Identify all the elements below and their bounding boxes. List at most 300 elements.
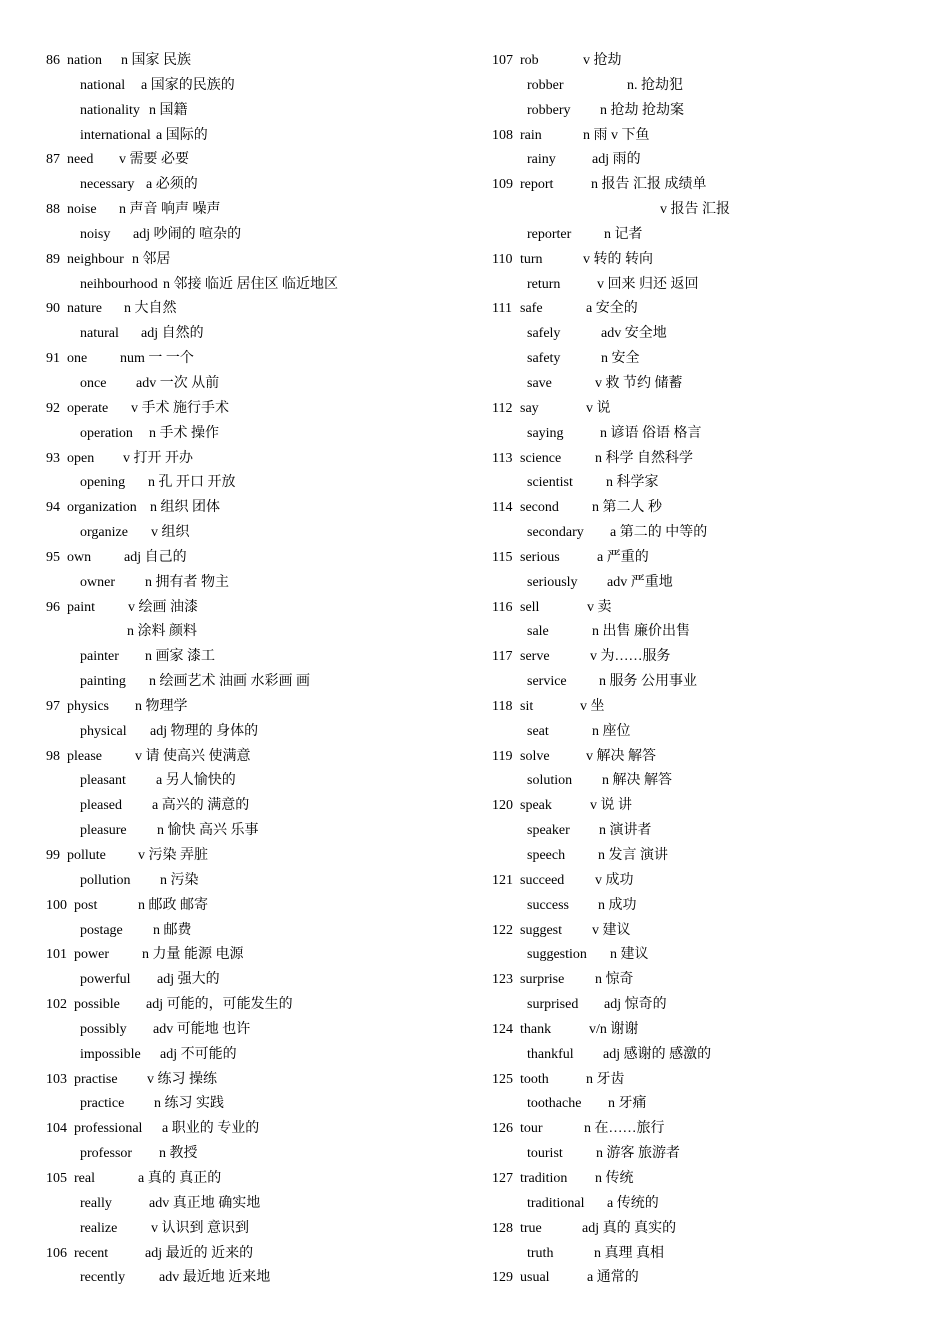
definition: adj 最近的 近来的	[145, 1245, 254, 1261]
definition: n 座位	[592, 723, 631, 739]
derived-word: seat	[527, 723, 549, 739]
right-vocabulary-column	[492, 49, 922, 1291]
entry-number: 124	[492, 1021, 513, 1037]
left_column-entry	[46, 49, 466, 74]
derived-word: robber	[527, 77, 564, 93]
definition: n 愉快 高兴 乐事	[157, 823, 259, 839]
headword: solve	[520, 748, 550, 764]
definition: n 手术 操作	[149, 425, 219, 441]
left-vocabulary-column	[46, 49, 466, 1291]
headword: sell	[520, 599, 540, 615]
entry-number: 113	[492, 450, 513, 466]
definition: n 国籍	[149, 102, 188, 118]
right_column-entry	[492, 571, 922, 596]
derived-word: opening	[80, 475, 126, 491]
headword: succeed	[520, 872, 565, 888]
left_column-entry	[46, 273, 466, 298]
entry-number: 118	[492, 698, 513, 714]
definition: n 污染	[160, 872, 199, 888]
entry-number: 119	[492, 748, 513, 764]
entry-number: 122	[492, 922, 513, 938]
right_column-entry	[492, 1043, 922, 1068]
derived-word: impossible	[80, 1046, 141, 1062]
left_column-entry	[46, 894, 466, 919]
entry-number: 120	[492, 798, 513, 814]
entry-number: 102	[46, 997, 67, 1013]
entry-number: 91	[46, 351, 60, 367]
headword: tradition	[520, 1170, 568, 1186]
definition: n 安全	[601, 351, 640, 367]
definition: n 成功	[598, 897, 637, 913]
definition: n 谚语 俗语 格言	[600, 425, 702, 441]
definition: v 抢劫	[583, 53, 622, 68]
entry-number: 96	[46, 599, 60, 615]
headword: tooth	[520, 1071, 549, 1087]
headword: rain	[520, 127, 542, 143]
derived-word: natural	[80, 326, 119, 342]
headword: post	[74, 897, 98, 913]
right_column-entry	[492, 124, 922, 149]
right_column-entry	[492, 74, 922, 99]
left_column-entry	[46, 1117, 466, 1142]
headword: operate	[67, 400, 109, 416]
entry-number: 115	[492, 549, 513, 565]
right_column-entry	[492, 620, 922, 645]
definition: adj 可能的，可能发生的	[146, 997, 293, 1013]
derived-word: noisy	[80, 226, 111, 242]
entry-number: 99	[46, 848, 60, 863]
entry-number: 97	[46, 698, 60, 714]
left_column-entry	[46, 745, 466, 770]
derived-word: solution	[527, 773, 573, 789]
headword: sit	[520, 698, 534, 714]
entry-number: 125	[492, 1071, 513, 1087]
left_column-entry	[46, 1266, 466, 1291]
headword: say	[520, 400, 539, 416]
right_column-entry	[492, 223, 922, 248]
definition: v 回来 归还 返回	[597, 276, 699, 292]
derived-word: really	[80, 1195, 112, 1211]
definition: n 物理学	[135, 698, 188, 714]
derived-word: thankful	[527, 1046, 574, 1062]
left_column-entry	[46, 571, 466, 596]
entry-number: 106	[46, 1245, 67, 1261]
definition: n 在……旅行	[584, 1121, 665, 1137]
definition: n 教授	[159, 1146, 198, 1162]
left_column-entry	[46, 645, 466, 670]
right_column-entry	[492, 1117, 922, 1142]
entry-number: 114	[492, 500, 513, 516]
right_column-entry	[492, 99, 922, 124]
right_column-entry	[492, 173, 922, 198]
entry-number: 117	[492, 649, 513, 665]
right_column-entry	[492, 1266, 922, 1291]
headword: real	[74, 1170, 95, 1186]
right_column-entry	[492, 1092, 922, 1117]
left_column-entry	[46, 297, 466, 322]
definition: n 牙痛	[608, 1096, 647, 1112]
derived-word: postage	[80, 922, 123, 938]
headword: nature	[67, 301, 102, 317]
derived-word: traditional	[527, 1195, 585, 1211]
headword: turn	[520, 251, 543, 267]
definition: n 邻居	[132, 251, 171, 267]
entry-number: 92	[46, 400, 60, 416]
definition: v 救 节约 储蓄	[595, 375, 683, 391]
definition: adv 最近地 近来地	[159, 1270, 271, 1286]
headword: true	[520, 1220, 542, 1236]
entry-number: 127	[492, 1170, 513, 1186]
derived-word: save	[527, 375, 552, 391]
entry-number: 93	[46, 450, 60, 466]
headword: please	[67, 748, 102, 764]
definition: n 力量 能源 电源	[142, 947, 244, 963]
definition: a 第二的 中等的	[610, 525, 708, 541]
definition: adv 安全地	[601, 326, 667, 342]
left_column-entry	[46, 372, 466, 397]
definition: n 发言 演讲	[598, 848, 668, 863]
left_column-entry	[46, 99, 466, 124]
right_column-entry	[492, 919, 922, 944]
definition: v 转的 转向	[583, 251, 653, 267]
left_column-entry	[46, 223, 466, 248]
derived-word: service	[527, 674, 567, 690]
right_column-entry	[492, 993, 922, 1018]
right_column-entry	[492, 794, 922, 819]
definition: n 邮政 邮寄	[138, 897, 208, 913]
entry-number: 116	[492, 599, 513, 615]
entry-number: 104	[46, 1121, 67, 1137]
right_column-entry	[492, 49, 922, 74]
definition: v 请 使高兴 使满意	[135, 748, 251, 764]
left_column-entry	[46, 1018, 466, 1043]
derived-word: recently	[80, 1270, 126, 1286]
derived-word: surprised	[527, 997, 579, 1013]
definition: n 科学 自然科学	[595, 450, 693, 466]
definition: a 国家的民族的	[141, 77, 235, 93]
definition: n 记者	[604, 226, 643, 242]
entry-number: 128	[492, 1220, 513, 1236]
definition: adv 真正地 确实地	[149, 1195, 261, 1211]
derived-word: owner	[80, 574, 115, 590]
derived-word: suggestion	[527, 947, 587, 963]
headword: rob	[520, 53, 539, 68]
definition: v 成功	[595, 872, 634, 888]
entry-number: 89	[46, 251, 60, 267]
right_column-entry	[492, 273, 922, 298]
headword: physics	[67, 698, 109, 714]
derived-word: return	[527, 276, 561, 292]
headword: serious	[520, 549, 560, 565]
derived-word: practice	[80, 1096, 125, 1112]
right_column-entry	[492, 1192, 922, 1217]
right_column-entry	[492, 422, 922, 447]
left_column-entry	[46, 968, 466, 993]
right_column-entry	[492, 869, 922, 894]
definition: v 报告 汇报	[660, 202, 730, 218]
headword: nation	[67, 53, 102, 68]
derived-word: pleased	[80, 798, 122, 814]
entry-number: 103	[46, 1071, 67, 1087]
definition: n 声音 响声 噪声	[119, 202, 221, 218]
entry-number: 90	[46, 301, 60, 317]
right_column-entry	[492, 1068, 922, 1093]
definition: num 一 一个	[120, 351, 194, 367]
definition: n 惊奇	[595, 972, 634, 988]
entry-number: 98	[46, 748, 60, 764]
definition: v 手术 施行手术	[131, 400, 229, 416]
derived-word: success	[527, 897, 569, 913]
left_column-entry	[46, 124, 466, 149]
definition: adj 强大的	[157, 972, 220, 988]
derived-word: painting	[80, 674, 126, 690]
left_column-entry	[46, 844, 466, 869]
definition: n 练习 实践	[154, 1096, 224, 1112]
definition: n 邻接 临近 居住区 临近地区	[163, 276, 338, 292]
definition: adj 物理的 身体的	[150, 723, 259, 739]
right_column-entry	[492, 1142, 922, 1167]
derived-word: pleasure	[80, 823, 127, 839]
derived-word: scientist	[527, 475, 573, 491]
definition: a 传统的	[607, 1195, 659, 1211]
definition: v 污染 弄脏	[138, 848, 208, 863]
right_column-entry	[492, 645, 922, 670]
derived-word: reporter	[527, 226, 572, 242]
definition: a 另人愉快的	[156, 773, 236, 789]
headword: neighbour	[67, 251, 124, 267]
left_column-entry	[46, 471, 466, 496]
definition: v 解决 解答	[586, 748, 656, 764]
entry-number: 101	[46, 947, 67, 963]
definition: n 抢劫 抢劫案	[600, 102, 684, 118]
left_column-entry	[46, 943, 466, 968]
entry-number: 126	[492, 1121, 513, 1137]
right_column-entry	[492, 322, 922, 347]
definition: n 画家 漆工	[145, 649, 215, 665]
derived-word: safely	[527, 326, 561, 342]
derived-word: rainy	[527, 152, 556, 168]
right_column-entry	[492, 521, 922, 546]
derived-word: nationality	[80, 102, 140, 118]
right_column-entry	[492, 894, 922, 919]
right_column-entry	[492, 844, 922, 869]
right_column-entry	[492, 372, 922, 397]
right_column-entry	[492, 148, 922, 173]
derived-word: secondary	[527, 525, 584, 541]
definition: n 游客 旅游者	[596, 1146, 680, 1162]
definition: adv 可能地 也许	[153, 1021, 251, 1037]
entry-number: 95	[46, 549, 60, 565]
left_column-entry	[46, 74, 466, 99]
definition: adj 吵闹的 喧杂的	[133, 226, 242, 242]
definition: v/n 谢谢	[589, 1021, 639, 1037]
derived-word: physical	[80, 723, 127, 739]
derived-word: toothache	[527, 1096, 582, 1112]
left_column-entry	[46, 1092, 466, 1117]
definition: n 拥有者 物主	[145, 574, 229, 590]
definition: adj 自然的	[141, 326, 204, 342]
derived-word: professor	[80, 1146, 133, 1162]
definition: n 邮费	[153, 922, 192, 938]
definition: v 绘画 油漆	[128, 599, 198, 615]
derived-word: possibly	[80, 1021, 127, 1037]
derived-word: painter	[80, 649, 119, 665]
derived-word: sale	[527, 624, 549, 640]
derived-word: international	[80, 127, 151, 143]
definition: adj 不可能的	[160, 1046, 237, 1062]
right_column-entry	[492, 248, 922, 273]
headword: surprise	[520, 972, 565, 988]
definition: v 练习 操练	[147, 1071, 217, 1087]
entry-number: 121	[492, 872, 513, 888]
left_column-entry	[46, 447, 466, 472]
left_column-entry	[46, 1142, 466, 1167]
right_column-entry	[492, 769, 922, 794]
headword: safe	[520, 301, 543, 317]
left_column-entry	[46, 173, 466, 198]
definition: adj 自己的	[124, 549, 187, 565]
left_column-entry	[46, 1192, 466, 1217]
left_column-entry	[46, 521, 466, 546]
headword: tour	[520, 1121, 543, 1137]
definition: a 必须的	[146, 177, 198, 193]
right_column-entry	[492, 943, 922, 968]
entry-number: 129	[492, 1270, 513, 1286]
definition: n 雨 v 下鱼	[583, 127, 650, 143]
entry-number: 111	[492, 301, 512, 317]
definition: adj 雨的	[592, 152, 641, 168]
right_column-entry	[492, 471, 922, 496]
definition: a 严重的	[597, 549, 649, 565]
definition: n 解决 解答	[602, 773, 672, 789]
left_column-entry	[46, 1242, 466, 1267]
definition: adv 一次 从前	[136, 375, 220, 391]
definition: a 安全的	[586, 301, 638, 317]
entry-number: 86	[46, 53, 60, 68]
derived-word: safety	[527, 351, 561, 367]
headword: recent	[74, 1245, 109, 1261]
derived-word: seriously	[527, 574, 578, 590]
left_column-entry	[46, 794, 466, 819]
headword: one	[67, 351, 88, 367]
left_column-entry	[46, 670, 466, 695]
left_column-entry	[46, 1167, 466, 1192]
derived-word: necessary	[80, 177, 135, 193]
entry-number: 109	[492, 177, 513, 193]
derived-word: powerful	[80, 972, 131, 988]
entry-number: 94	[46, 500, 60, 516]
left_column-entry	[46, 819, 466, 844]
definition: a 国际的	[156, 127, 208, 143]
right_column-entry	[492, 720, 922, 745]
definition: n 演讲者	[599, 823, 652, 839]
entry-number: 123	[492, 972, 513, 988]
definition: n 建议	[610, 947, 649, 963]
entry-number: 112	[492, 400, 513, 416]
right_column-entry	[492, 745, 922, 770]
headword: serve	[520, 649, 550, 665]
entry-number: 105	[46, 1170, 67, 1186]
definition: n 第二人 秒	[592, 500, 662, 516]
headword: speak	[520, 798, 552, 814]
definition: v 说 讲	[590, 798, 632, 814]
headword: need	[67, 152, 94, 168]
definition: v 建议	[592, 922, 631, 938]
definition: a 职业的 专业的	[162, 1121, 260, 1137]
definition: n 绘画艺术 油画 水彩画 画	[149, 674, 310, 690]
left_column-entry	[46, 347, 466, 372]
headword: paint	[67, 599, 95, 615]
definition: n 服务 公用事业	[599, 674, 697, 690]
headword: report	[520, 177, 554, 193]
right_column-entry	[492, 1217, 922, 1242]
derived-word: robbery	[527, 102, 571, 118]
right_column-entry	[492, 695, 922, 720]
left_column-entry	[46, 148, 466, 173]
definition: a 真的 真正的	[138, 1170, 222, 1186]
entry-number: 100	[46, 897, 67, 913]
entry-number: 87	[46, 152, 60, 168]
left_column-entry	[46, 248, 466, 273]
headword: suggest	[520, 922, 562, 938]
definition: adj 真的 真实的	[582, 1220, 677, 1236]
definition: v 坐	[580, 698, 605, 714]
right_column-entry	[492, 596, 922, 621]
derived-word: operation	[80, 425, 133, 441]
left_column-entry	[46, 1043, 466, 1068]
headword: practise	[74, 1071, 118, 1087]
right_column-entry	[492, 546, 922, 571]
headword: organization	[67, 500, 137, 516]
headword: thank	[520, 1021, 552, 1037]
headword: pollute	[67, 848, 106, 863]
definition: n 科学家	[606, 475, 659, 491]
headword: second	[520, 500, 559, 516]
derived-word: saying	[527, 425, 564, 441]
definition: v 认识到 意识到	[151, 1220, 249, 1236]
left_column-entry	[46, 1217, 466, 1242]
headword: own	[67, 549, 92, 565]
left_column-entry	[46, 993, 466, 1018]
right_column-entry	[492, 1167, 922, 1192]
entry-number: 110	[492, 251, 513, 267]
definition: n 国家 民族	[121, 53, 191, 68]
left_column-entry	[46, 695, 466, 720]
derived-word: speech	[527, 848, 566, 863]
definition: n 传统	[595, 1170, 634, 1186]
headword: possible	[74, 997, 120, 1013]
definition: v 需要 必要	[119, 152, 189, 168]
definition: n 牙齿	[586, 1071, 625, 1087]
right_column-entry	[492, 297, 922, 322]
derived-word: speaker	[527, 823, 570, 839]
headword: professional	[74, 1121, 143, 1137]
headword: power	[74, 947, 109, 963]
definition: v 卖	[587, 599, 612, 615]
definition: adj 感谢的 感激的	[603, 1046, 712, 1062]
left_column-entry	[46, 919, 466, 944]
derived-word: pleasant	[80, 773, 126, 789]
headword: usual	[520, 1270, 550, 1286]
derived-word: neihbourhood	[80, 276, 158, 292]
definition: adj 惊奇的	[604, 997, 667, 1013]
left_column-entry	[46, 1068, 466, 1093]
entry-number: 108	[492, 127, 513, 143]
definition: a 通常的	[587, 1270, 639, 1286]
derived-word: tourist	[527, 1146, 563, 1162]
headword: science	[520, 450, 562, 466]
derived-word: pollution	[80, 872, 131, 888]
